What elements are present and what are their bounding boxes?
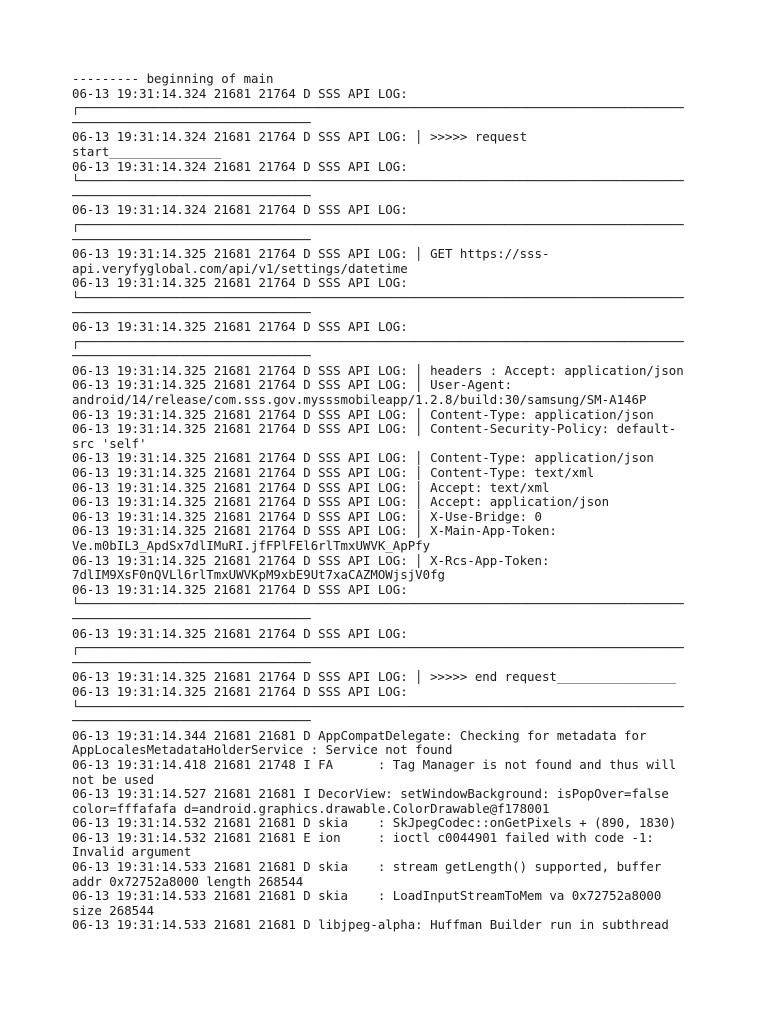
log-line: ┌───────────────────────────────────────────────────────────────────────────────── (72, 217, 684, 232)
log-line: 06-13 19:31:14.344 21681 21681 D AppCompatDelegate: Checking for metadata for (72, 728, 647, 743)
log-line: 06-13 19:31:14.325 21681 21764 D SSS API LOG: (72, 320, 408, 335)
log-line: color=fffafafa d=android.graphics.drawable.ColorDrawable@f178001 (72, 801, 550, 816)
log-line: 06-13 19:31:14.325 21681 21764 D SSS API LOG: │ Accept: text/xml (72, 480, 550, 495)
log-line: ──────────────────────────────── (72, 115, 311, 130)
log-line: AppLocalesMetadataHolderService : Service not found (72, 743, 453, 758)
log-line: └───────────────────────────────────────────────────────────────────────────────── (72, 174, 684, 189)
log-line: android/14/release/com.sss.gov.mysssmobileapp/1.2.8/build:30/samsung/SM-A146P (72, 393, 647, 408)
log-line: Ve.m0bIL3_ApdSx7dlIMuRI.jfFPlFEl6rlTmxUWVK_ApPfy (72, 539, 431, 553)
log-line: 06-13 19:31:14.325 21681 21764 D SSS API LOG: │ User-Agent: (72, 378, 513, 393)
log-line: start_______________ (72, 144, 222, 159)
log-line: 06-13 19:31:14.533 21681 21681 D skia : LoadInputStreamToMem va 0x72752a8000 (72, 889, 662, 904)
log-line: └───────────────────────────────────────────────────────────────────────────────── (72, 597, 684, 612)
log-line: 06-13 19:31:14.325 21681 21764 D SSS API LOG: │ Accept: application/json (72, 495, 610, 510)
log-line: 06-13 19:31:14.325 21681 21764 D SSS API LOG: │ headers : Accept: application/json (72, 363, 684, 378)
log-line: ──────────────────────────────── (72, 188, 311, 203)
log-line: 06-13 19:31:14.325 21681 21764 D SSS API LOG: │ Content-Type: text/xml (72, 466, 595, 481)
log-line: api.veryfyglobal.com/api/v1/settings/datetime (72, 261, 408, 276)
log-line: ──────────────────────────────── (72, 611, 311, 626)
log-line: addr 0x72752a8000 length 268544 (72, 874, 304, 889)
log-line: 06-13 19:31:14.325 21681 21764 D SSS API LOG: (72, 626, 408, 641)
log-line: 06-13 19:31:14.325 21681 21764 D SSS API LOG: (72, 684, 408, 699)
log-line: 06-13 19:31:14.325 21681 21764 D SSS API LOG: │ X-Use-Bridge: 0 (72, 509, 542, 524)
log-line: size 268544 (72, 903, 155, 918)
log-line: 7dlIM9XsF0nQVLl6rlTmxUWVKpM9xbE9Ut7xaCAZMOWjsjV0fg (72, 568, 445, 583)
log-line: ──────────────────────────────── (72, 349, 311, 364)
log-line: 06-13 19:31:14.532 21681 21681 E ion : ioctl c0044901 failed with code -1: (72, 830, 654, 845)
log-line: ──────────────────────────────── (72, 655, 311, 670)
log-line: Invalid argument (72, 845, 192, 860)
log-line: 06-13 19:31:14.325 21681 21764 D SSS API LOG: (72, 582, 408, 597)
log-line: 06-13 19:31:14.325 21681 21764 D SSS API LOG: │ Content-Security-Policy: default- (72, 422, 677, 437)
log-line: ──────────────────────────────── (72, 714, 311, 729)
log-line: ──────────────────────────────── (72, 232, 311, 247)
log-line: 06-13 19:31:14.527 21681 21681 I DecorView: setWindowBackground: isPopOver=false (72, 787, 669, 802)
log-line: 06-13 19:31:14.324 21681 21764 D SSS API LOG: (72, 203, 408, 218)
log-line: └───────────────────────────────────────────────────────────────────────────────── (72, 699, 684, 714)
log-line: 06-13 19:31:14.325 21681 21764 D SSS API LOG: │ Content-Type: application/json (72, 407, 654, 422)
log-line: └───────────────────────────────────────────────────────────────────────────────── (72, 290, 684, 305)
log-line: 06-13 19:31:14.325 21681 21764 D SSS API LOG: │ X-Main-App-Token: (72, 524, 557, 539)
log-line: 06-13 19:31:14.324 21681 21764 D SSS API LOG: (72, 159, 408, 174)
log-line: 06-13 19:31:14.325 21681 21764 D SSS API LOG: │ Content-Type: application/json (72, 451, 654, 466)
log-line: 06-13 19:31:14.325 21681 21764 D SSS API LOG: │ GET https://sss- (72, 247, 550, 262)
log-line: 06-13 19:31:14.533 21681 21681 D libjpeg-alpha: Huffman Builder run in subthread (72, 918, 669, 933)
log-line: 06-13 19:31:14.418 21681 21748 I FA : Tag Manager is not found and thus will (72, 757, 677, 772)
log-line: 06-13 19:31:14.533 21681 21681 D skia : stream getLength() supported, buffer (72, 860, 662, 875)
log-line: 06-13 19:31:14.325 21681 21764 D SSS API LOG: (72, 276, 408, 291)
log-line: src 'self' (72, 436, 147, 451)
log-line: 06-13 19:31:14.325 21681 21764 D SSS API LOG: │ >>>>> end request________________ (72, 670, 677, 685)
log-line: ┌───────────────────────────────────────────────────────────────────────────────── (72, 101, 684, 116)
log-line: ┌───────────────────────────────────────────────────────────────────────────────── (72, 334, 684, 349)
log-line: ──────────────────────────────── (72, 305, 311, 320)
log-line: not be used (72, 772, 155, 787)
log-line: 06-13 19:31:14.324 21681 21764 D SSS API LOG: (72, 86, 408, 101)
log-line: 06-13 19:31:14.325 21681 21764 D SSS API LOG: │ X-Rcs-App-Token: (72, 553, 550, 568)
log-line: --------- beginning of main (72, 72, 274, 86)
log-text-block (72, 72, 700, 933)
log-line: 06-13 19:31:14.532 21681 21681 D skia : SkJpegCodec::onGetPixels + (890, 1830) (72, 816, 677, 831)
log-line: 06-13 19:31:14.324 21681 21764 D SSS API LOG: │ >>>>> request (72, 130, 528, 145)
log-line: ┌───────────────────────────────────────────────────────────────────────────────── (72, 641, 684, 656)
